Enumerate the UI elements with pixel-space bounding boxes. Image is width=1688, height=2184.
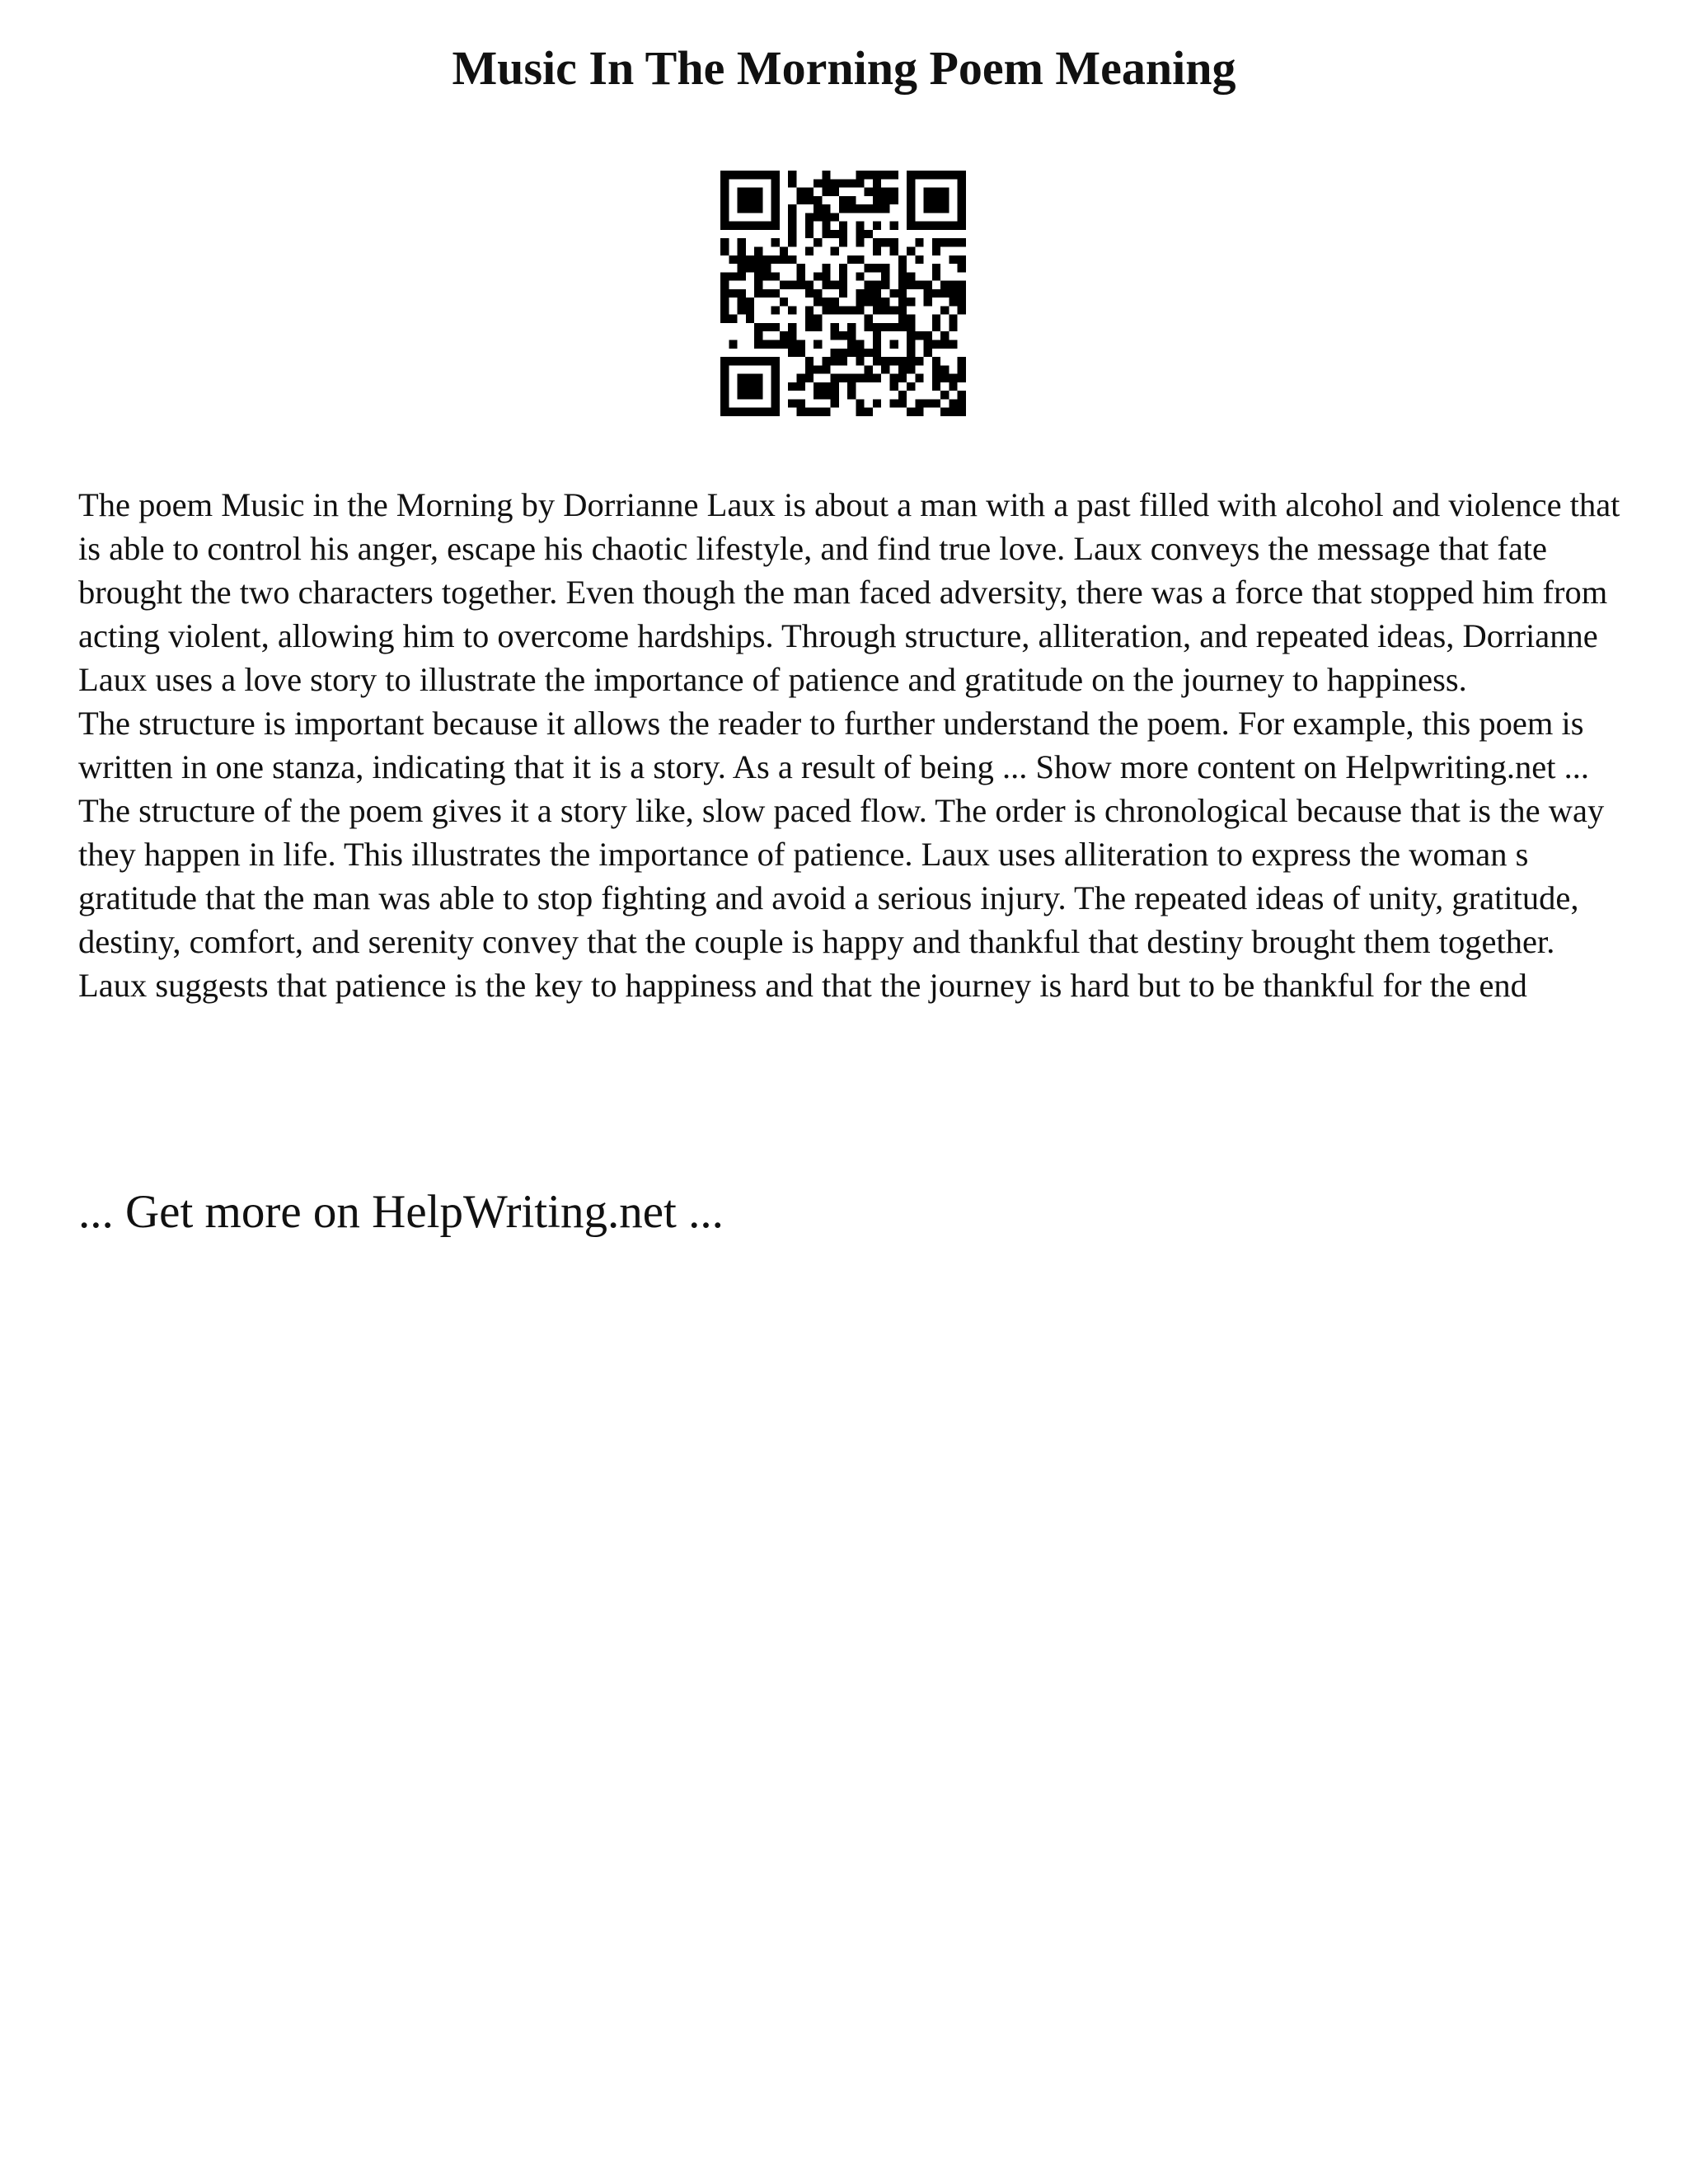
article-body [78,483,1628,1007]
paragraph: The poem Music in the Morning by Dorrianne Laux is about a man with a past filled with alcohol and violence that is able to control his anger, escape his chaotic lifestyle, and find true love. Laux conveys the message that fate brought the two characters together. Even though the man faced adversity, there was a force that stopped him from acting violent, allowing him to overcome hardships. Through structure, alliteration, and repeated ideas, Dorrianne Laux uses a love story to illustrate the importance of patience and gratitude on the journey to happiness. [78,486,1620,698]
page-title: Music In The Morning Poem Meaning [452,41,1236,95]
paragraph: The structure is important because it allows the reader to further understand the poem. For example, this poem is written in one stanza, indicating that it is a story. As a result of being ... Show more content on Helpwriting.net ... [78,705,1590,785]
paragraph: The structure of the poem gives it a story like, slow paced flow. The order is chronological because that is the way they happen in life. This illustrates the importance of patience. Laux uses alliteration to express the woman s gratitude that the man was able to stop fighting and avoid a serious injury. The repeated ideas of unity, gratitude, destiny, comfort, and serenity convey that the couple is happy and thankful that destiny brought them together. Laux suggests that patience is the key to happiness and that the journey is hard but to be thankful for the end [78,792,1605,1004]
get-more-link[interactable]: ... Get more on HelpWriting.net ... [78,1186,724,1238]
qr-code-icon[interactable] [720,171,966,416]
